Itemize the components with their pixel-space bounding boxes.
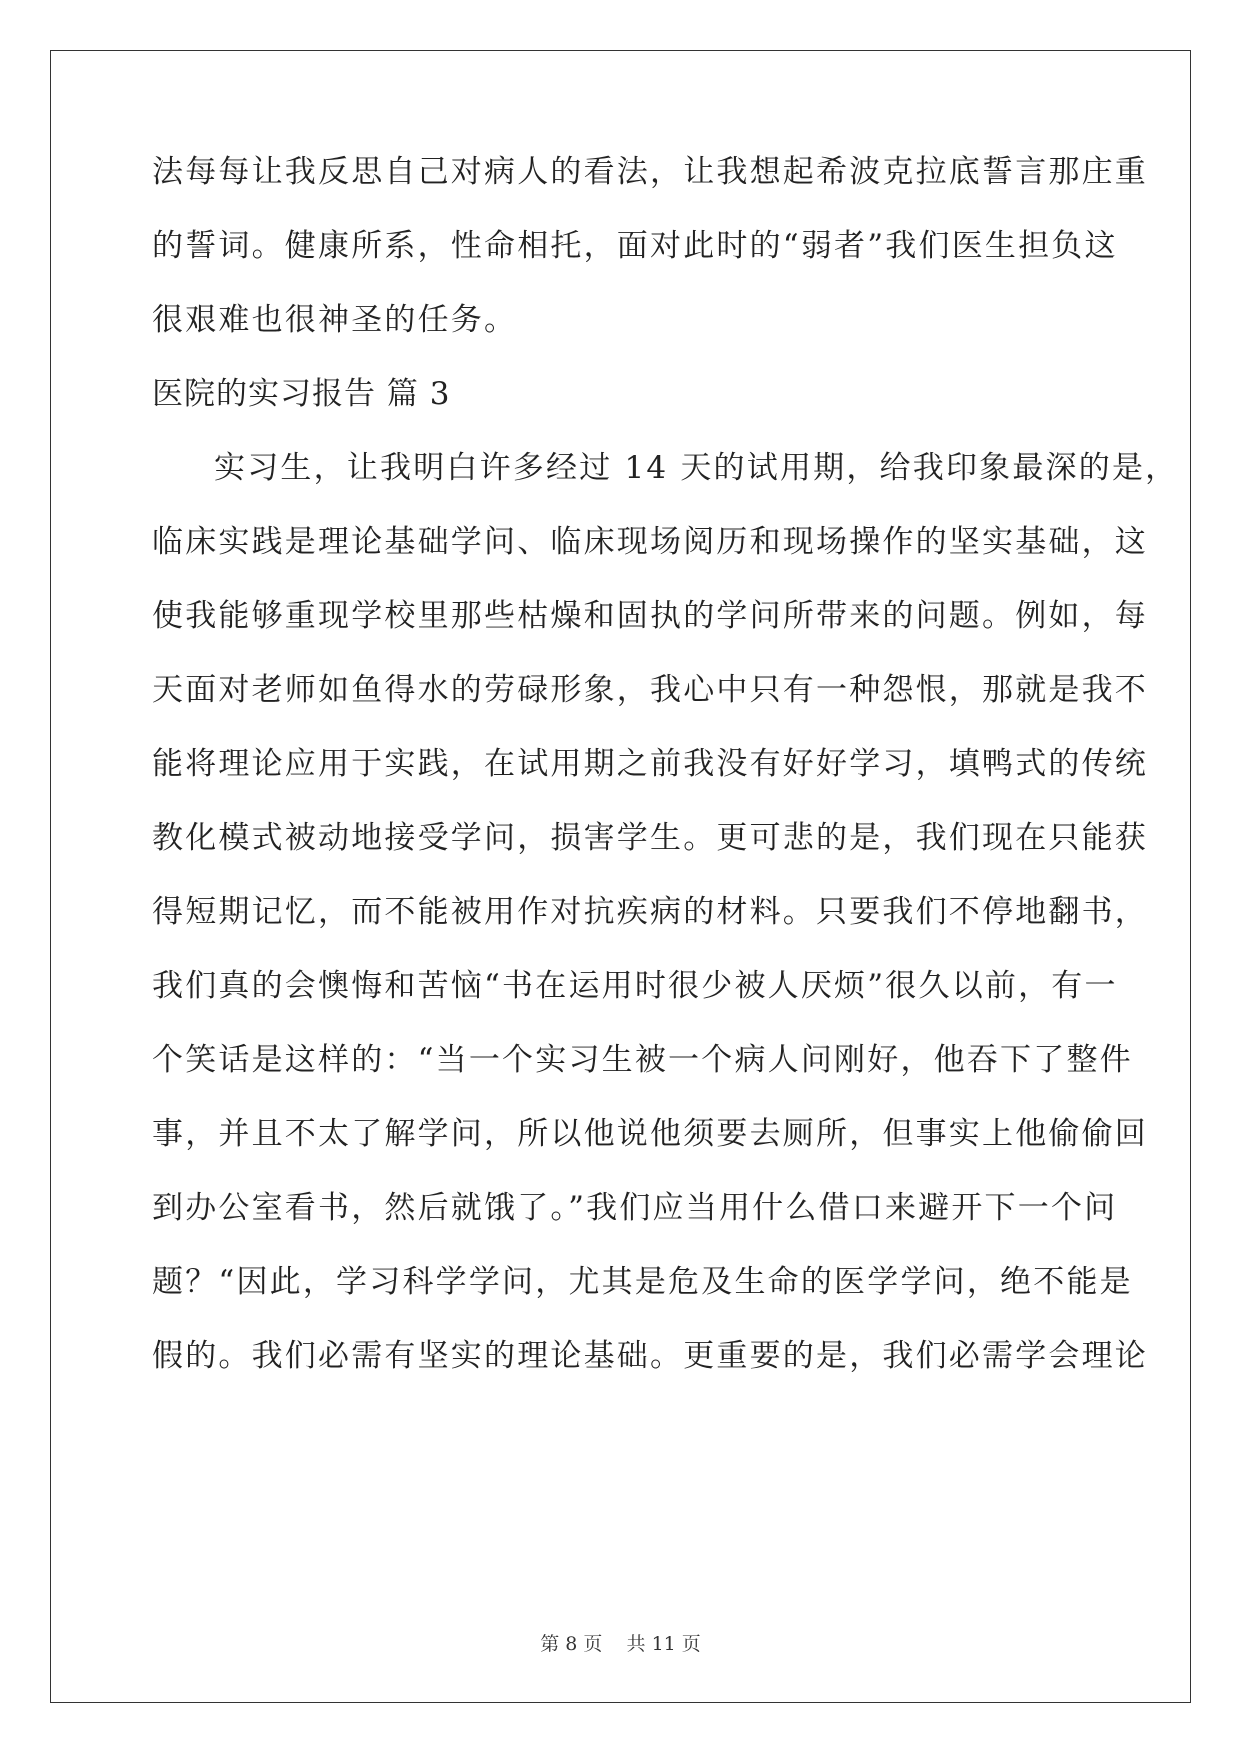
- paragraph-line: 个笑话是这样的：“当一个实习生被一个病人问刚好，他吞下了整件: [152, 1042, 1133, 1078]
- paragraph-line: 我们真的会懊悔和苦恼“书在运用时很少被人厌烦”很久以前，有一: [152, 968, 1118, 1004]
- paragraph-line: 教化模式被动地接受学问，损害学生。更可悲的是，我们现在只能获: [152, 820, 1148, 856]
- page-border: [50, 50, 1191, 1703]
- paragraph-line: 能将理论应用于实践，在试用期之前我没有好好学习，填鸭式的传统: [152, 746, 1148, 782]
- paragraph-line: 天面对老师如鱼得水的劳碌形象，我心中只有一种怨恨，那就是我不: [152, 672, 1148, 708]
- paragraph-line: 假的。我们必需有坚实的理论基础。更重要的是，我们必需学会理论: [152, 1338, 1148, 1374]
- paragraph-line: 实习生，让我明白许多经过 14 天的试用期，给我印象最深的是，: [214, 450, 1179, 486]
- text-line: 的誓词。健康所系，性命相托，面对此时的“弱者”我们医生担负这: [152, 228, 1118, 264]
- text-line: 很艰难也很神圣的任务。: [152, 302, 518, 338]
- paragraph-line: 题？“因此，学习科学学问，尤其是危及生命的医学学问，绝不能是: [152, 1264, 1133, 1300]
- page-number-footer: 第 8 页 共 11 页: [540, 1633, 701, 1655]
- paragraph-line: 临床实践是理论基础学问、临床现场阅历和现场操作的坚实基础，这: [152, 524, 1148, 560]
- paragraph-line: 事，并且不太了解学问，所以他说他须要去厕所，但事实上他偷偷回: [152, 1116, 1148, 1152]
- text-line: 法每每让我反思自己对病人的看法，让我想起希波克拉底誓言那庄重: [152, 154, 1148, 190]
- paragraph-line: 到办公室看书，然后就饿了。”我们应当用什么借口来避开下一个问: [152, 1190, 1118, 1226]
- section-heading: 医院的实习报告 篇 3: [152, 376, 451, 412]
- paragraph-line: 使我能够重现学校里那些枯燥和固执的学问所带来的问题。例如，每: [152, 598, 1148, 634]
- paragraph-line: 得短期记忆，而不能被用作对抗疾病的材料。只要我们不停地翻书，: [152, 894, 1148, 930]
